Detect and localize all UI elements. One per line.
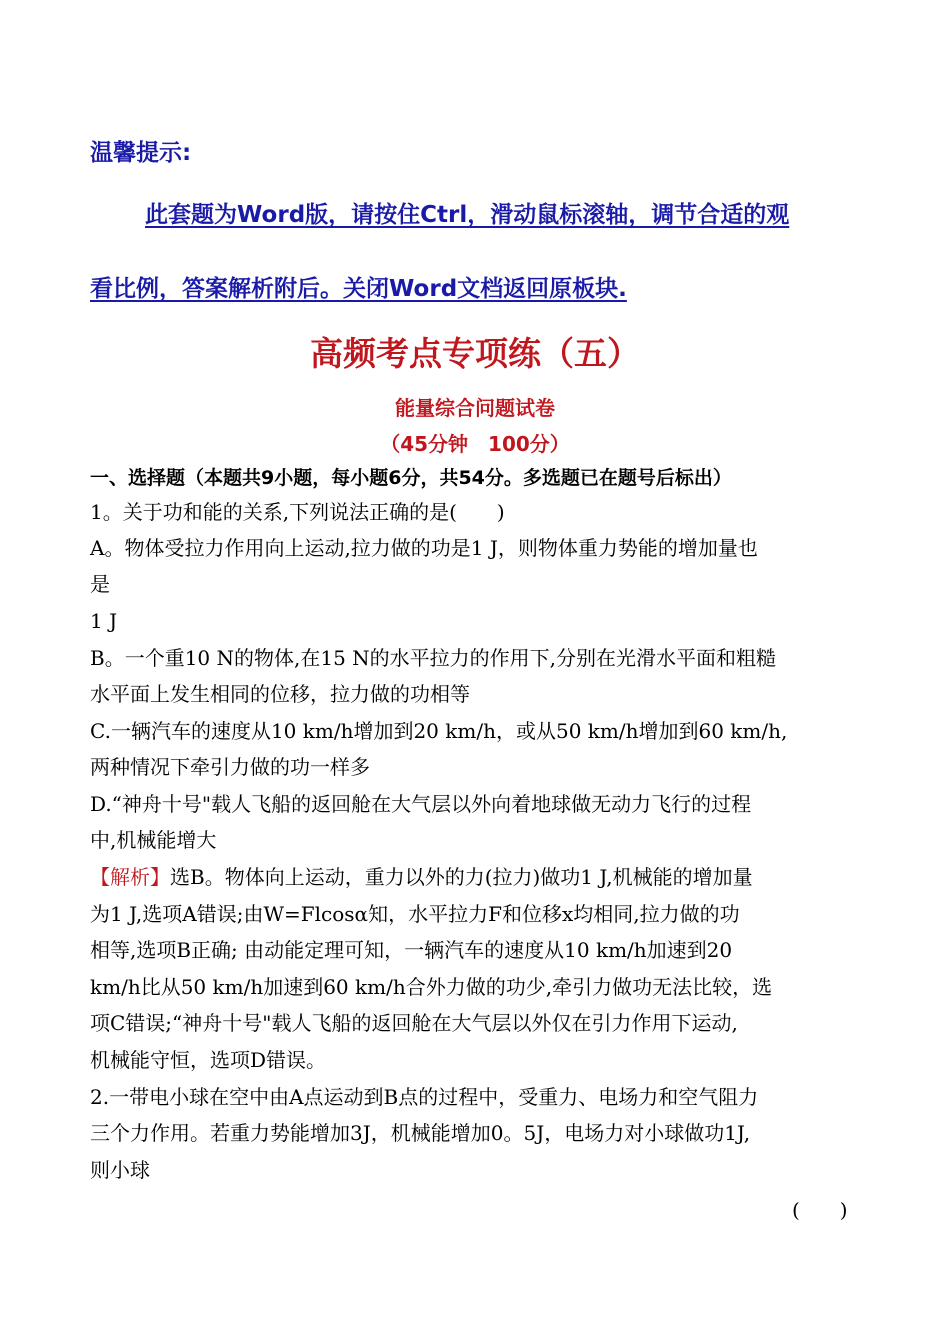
question-1-stem: 1。关于功和能的关系,下列说法正确的是( ) — [90, 500, 505, 524]
option-b-line-2: 水平面上发生相同的位移，拉力做的功相等 — [90, 682, 470, 706]
option-a-line-3: 1 J — [90, 609, 118, 633]
time-score-line: （45分钟 100分） — [380, 432, 570, 456]
notice-line-1: 此套题为Word版，请按住Ctrl，滑动鼠标滚轴，调节合适的观 — [145, 202, 790, 228]
notice-line-2: 看比例，答案解析附后。关闭Word文档返回原板块. — [90, 276, 627, 302]
option-d-line-1: D.“神舟十号"载人飞船的返回舱在大气层以外向着地球做无动力飞行的过程 — [90, 792, 752, 816]
question-2-line-1: 2.一带电小球在空中由A点运动到B点的过程中，受重力、电场力和空气阻力 — [90, 1085, 759, 1109]
analysis-line-6: 机械能守恒，选项D错误。 — [90, 1048, 327, 1072]
page-subtitle: 能量综合问题试卷 — [395, 396, 555, 420]
option-c-line-2: 两种情况下牵引力做的功一样多 — [90, 755, 370, 779]
analysis-text: 选B。物体向上运动，重力以外的力(拉力)做功1 J,机械能的增加量 — [170, 865, 753, 889]
analysis-line-3: 相等,选项B正确; 由动能定理可知，一辆汽车的速度从10 km/h加速到20 — [90, 938, 733, 962]
option-c-line-1: C.一辆汽车的速度从10 km/h增加到20 km/h，或从50 km/h增加到60 km/h, — [90, 719, 788, 743]
option-d-line-2: 中,机械能增大 — [90, 828, 217, 852]
option-a-line-1: A。物体受拉力作用向上运动,拉力做的功是1 J，则物体重力势能的增加量也 — [90, 536, 758, 560]
option-b-line-1: B。一个重10 N的物体,在15 N的水平拉力的作用下,分别在光滑水平面和粗糙 — [90, 646, 777, 670]
analysis-line-5: 项C错误;“神舟十号"载人飞船的返回舱在大气层以外仅在引力作用下运动, — [90, 1011, 738, 1035]
option-a-line-2: 是 — [90, 572, 110, 596]
section-heading: 一、选择题（本题共9小题，每小题6分，共54分。多选题已在题号后标出） — [90, 467, 732, 489]
analysis-line-1 — [90, 859, 862, 895]
analysis-line-2: 为1 J,选项A错误;由W=Flcosα知，水平拉力F和位移x均相同,拉力做的功 — [90, 902, 740, 926]
analysis-line-4: km/h比从50 km/h加速到60 km/h合外力做的功少,牵引力做功无法比较，选 — [90, 975, 773, 999]
analysis-label: 【解析】 — [90, 865, 170, 889]
answer-blank: ( ) — [792, 1198, 848, 1222]
question-2-line-3: 则小球 — [90, 1158, 150, 1182]
notice-title: 温馨提示: — [90, 140, 192, 166]
question-2-line-2: 三个力作用。若重力势能增加3J，机械能增加0。5J，电场力对小球做功1J, — [90, 1121, 751, 1145]
page-title: 高频考点专项练（五） — [310, 334, 640, 373]
